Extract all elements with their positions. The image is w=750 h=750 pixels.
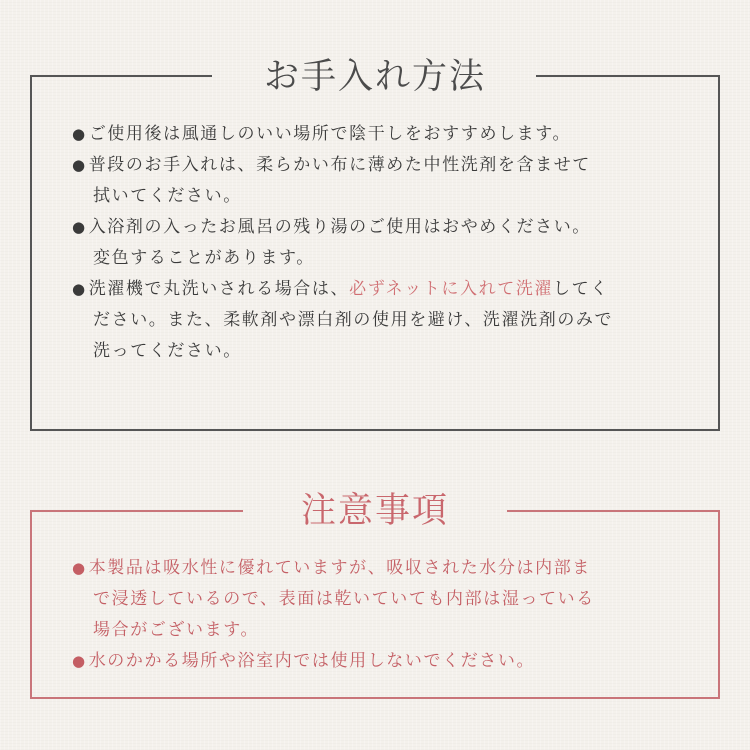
bullet-icon: ● bbox=[72, 559, 87, 577]
bullet-icon: ● bbox=[72, 652, 87, 670]
bullet-icon: ● bbox=[72, 156, 87, 174]
care-item-1-text: ご使用後は風通しのいい場所で陰干しをおすすめします。 bbox=[88, 124, 572, 144]
care-item-3-continued: 変色することがあります。 bbox=[93, 248, 315, 268]
care-item-2-text: 普段のお手入れは、柔らかい布に薄めた中性洗剤を含ませて bbox=[88, 155, 591, 175]
care-item-4-continued: ださい。また、柔軟剤や漂白剤の使用を避け、洗濯洗剤のみで bbox=[93, 310, 614, 330]
caution-title: 注意事項 bbox=[300, 491, 449, 531]
care-item-4-highlight: 必ずネットに入れて洗濯 bbox=[349, 279, 554, 299]
care-item-4-text-end: してく bbox=[553, 279, 609, 299]
bullet-icon: ● bbox=[72, 218, 87, 236]
caution-item-1-continued-2: 場合がございます。 bbox=[93, 620, 260, 640]
caution-item-2-text: 水のかかる場所や浴室内では使用しないでください。 bbox=[88, 651, 536, 671]
care-item-3-text: 入浴剤の入ったお風呂の残り湯のご使用はおやめください。 bbox=[88, 217, 591, 237]
care-item-4 bbox=[72, 274, 613, 305]
care-item-4-text-start: 洗濯機で丸洗いされる場合は、 bbox=[88, 279, 350, 299]
care-instructions-list bbox=[72, 119, 613, 367]
care-item-1 bbox=[72, 119, 613, 150]
caution-item-1 bbox=[72, 553, 595, 584]
care-item-2 bbox=[72, 150, 613, 181]
care-item-3 bbox=[72, 212, 613, 243]
bullet-icon: ● bbox=[72, 280, 87, 298]
caution-list bbox=[72, 553, 595, 677]
caution-item-1-text: 本製品は吸水性に優れていますが、吸収された水分は内部ま bbox=[88, 558, 591, 578]
bullet-icon: ● bbox=[72, 125, 87, 143]
care-item-4-continued-2: 洗ってください。 bbox=[93, 341, 242, 361]
caution-item-1-continued: で浸透しているので、表面は乾いていても内部は湿っている bbox=[93, 589, 595, 609]
caution-item-2 bbox=[72, 646, 595, 677]
care-item-2-continued: 拭いてください。 bbox=[93, 186, 242, 206]
care-instructions-title: お手入れ方法 bbox=[263, 57, 486, 97]
